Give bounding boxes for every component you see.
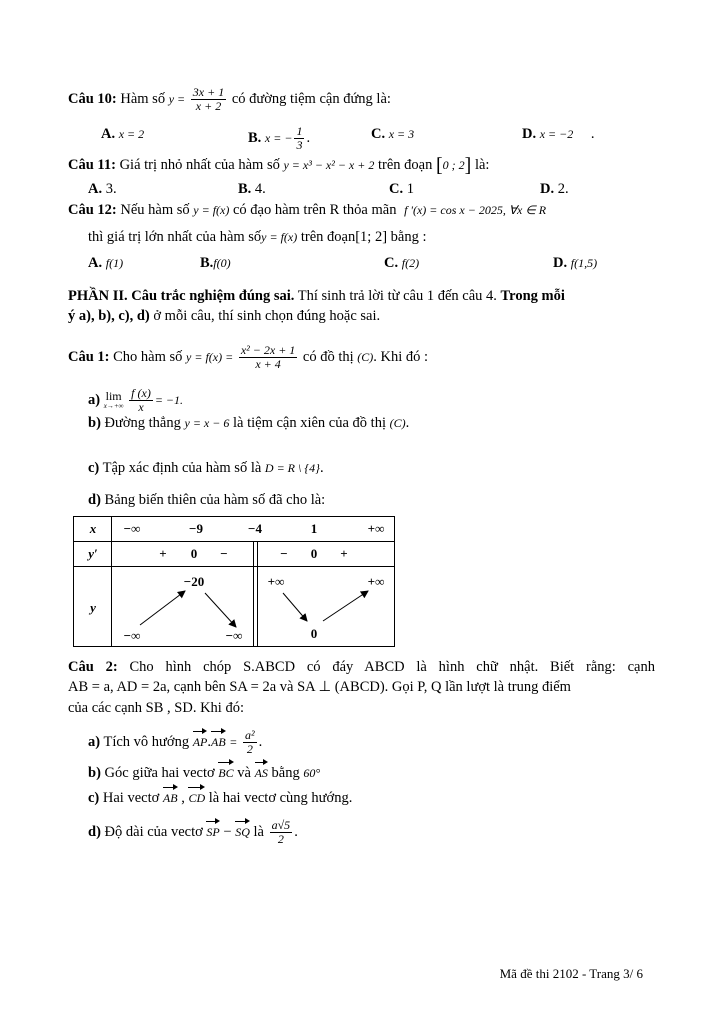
variation-arrows bbox=[74, 517, 396, 648]
vector-ab: AB bbox=[163, 786, 178, 807]
q11-option-c: C. 1 bbox=[389, 181, 414, 197]
vector-cd: CD bbox=[188, 786, 205, 807]
q10-option-d: D. x = −2 . bbox=[522, 126, 595, 142]
c1-fraction: $\frac{\text{x² − 2x + 1}}{x + 4}$ bbox=[240, 343, 296, 371]
q11-expr: y = x³ − x² − x + 2 bbox=[283, 158, 375, 172]
q10-option-c: C. x = 3 bbox=[371, 126, 415, 142]
part-2-line2: ý a), b), c), d) ở mỗi câu, thí sinh chọn đúng hoặc sai. bbox=[68, 308, 381, 324]
y-value: 0 bbox=[310, 626, 318, 641]
question-12: Câu 12: Nếu hàm số y = f(x) có đạo hàm trên R thỏa mãn f '(x) = cos x − 2025, ∀x ∈ R bbox=[68, 202, 547, 218]
q10-fraction: $\frac{3x + 1}{x + 2}$ bbox=[192, 85, 225, 113]
q10-y: y = bbox=[168, 91, 186, 106]
vector-sp: SP bbox=[206, 820, 219, 841]
question-11: Câu 11: Giá trị nhỏ nhất của hàm số y = x³ − x² − x + 2 trên đoạn [0 ; 2] là: bbox=[68, 154, 490, 177]
table-y-label: y bbox=[90, 600, 96, 615]
x-value: 1 bbox=[310, 521, 318, 536]
q12-option-a: A. f(1) bbox=[88, 255, 124, 271]
q10-label: Câu 10: bbox=[68, 90, 117, 107]
q10-option-b: B. x = − $\frac{1}{3}$ . bbox=[248, 124, 311, 152]
q10-tail: có đường tiệm cận đứng là: bbox=[231, 90, 391, 107]
q12-option-d: D. f(1,5) bbox=[553, 255, 598, 271]
y-value: −∞ bbox=[225, 628, 243, 643]
x-value: −∞ bbox=[123, 521, 141, 536]
table-yprime-label: y′ bbox=[88, 546, 98, 561]
yprime-sign: 0 bbox=[190, 546, 198, 561]
x-value: −4 bbox=[248, 521, 262, 536]
variation-table bbox=[73, 516, 395, 647]
c2-statement-d: d) Độ dài của vectơ SP − SQ là $\frac{a√5}{2}$ . bbox=[88, 818, 298, 846]
part-2-heading: PHẦN II. Câu trắc nghiệm đúng sai. Thí sinh trả lời từ câu 1 đến câu 4. Trong mỗi bbox=[68, 288, 565, 304]
c2-statement-a: a) Tích vô hướng AP.AB = $\frac{\text{a²}}{2}$ . bbox=[88, 728, 263, 756]
vector-ab: AB bbox=[211, 730, 226, 751]
c1-statement-d: d) Bảng biến thiên của hàm số đã cho là: bbox=[88, 492, 326, 508]
yprime-sign: + bbox=[159, 546, 167, 561]
arrow-increasing bbox=[140, 591, 185, 625]
x-value: −9 bbox=[189, 521, 203, 536]
question-10 bbox=[68, 86, 391, 113]
vector-ap: AP bbox=[193, 730, 208, 751]
c1-statement-c: c) Tập xác định của hàm số là D = R \ {4}. bbox=[88, 460, 324, 476]
y-value: −20 bbox=[183, 574, 205, 589]
c2-statement-b: b) Góc giữa hai vectơ BC và AS bằng 60° bbox=[88, 761, 320, 782]
arrow-increasing bbox=[323, 591, 368, 621]
yprime-sign: − bbox=[280, 546, 288, 561]
arrow-decreasing bbox=[205, 593, 236, 627]
arrow-decreasing bbox=[283, 593, 307, 621]
q10-text: Hàm số bbox=[120, 90, 166, 107]
c1-statement-b: b) Đường thẳng y = x − 6 là tiệm cận xiên của đồ thị (C). bbox=[88, 415, 410, 431]
c2-line2: AB = a, AD = 2a, cạnh bên SA = 2a và SA ⊥ (ABCD). Gọi P, Q lần lượt là trung điểm bbox=[68, 679, 571, 695]
y-value: +∞ bbox=[267, 574, 285, 589]
q10-option-a: A. x = 2 bbox=[101, 126, 145, 142]
c1-question: Câu 1: Cho hàm số y = f(x) = $\frac{\text{x² − 2x + 1}}{x + 4}$ có đồ thị (C). Khi đó : bbox=[68, 343, 429, 371]
c2-line1: Câu 2: Cho hình chóp S.ABCD có đáy ABCD là hình chữ nhật. Biết rằng: cạnh bbox=[68, 659, 655, 675]
yprime-sign: 0 bbox=[310, 546, 318, 561]
c2-statement-c: c) Hai vectơ AB , CD là hai vectơ cùng hướng. bbox=[88, 786, 352, 807]
yprime-sign: − bbox=[220, 546, 228, 561]
q11-option-d: D. 2. bbox=[540, 181, 569, 197]
q11-option-b: B. 4. bbox=[238, 181, 266, 197]
vector-as: AS bbox=[255, 761, 268, 782]
q12-option-c: C. f(2) bbox=[384, 255, 420, 271]
q12-option-b: B.f(0) bbox=[200, 255, 231, 271]
y-value: −∞ bbox=[123, 628, 141, 643]
vector-sq: SQ bbox=[235, 820, 250, 841]
yprime-sign: + bbox=[340, 546, 348, 561]
c1-statement-a: a) lim x→+∞ $\frac{f (x)}{x}$ = −1. bbox=[88, 386, 184, 414]
y-value: +∞ bbox=[367, 574, 385, 589]
page-footer: Mã đề thi 2102 - Trang 3/ 6 bbox=[499, 966, 643, 981]
table-x-label: x bbox=[89, 521, 97, 536]
vector-bc: BC bbox=[218, 761, 233, 782]
q11-option-a: A. 3. bbox=[88, 181, 117, 197]
x-value: +∞ bbox=[367, 521, 385, 536]
c2-line3: của các cạnh SB , SD. Khi đó: bbox=[68, 700, 244, 716]
q12-line2: thì giá trị lớn nhất của hàm sốy = f(x) trên đoạn[1; 2] bằng : bbox=[88, 229, 427, 245]
